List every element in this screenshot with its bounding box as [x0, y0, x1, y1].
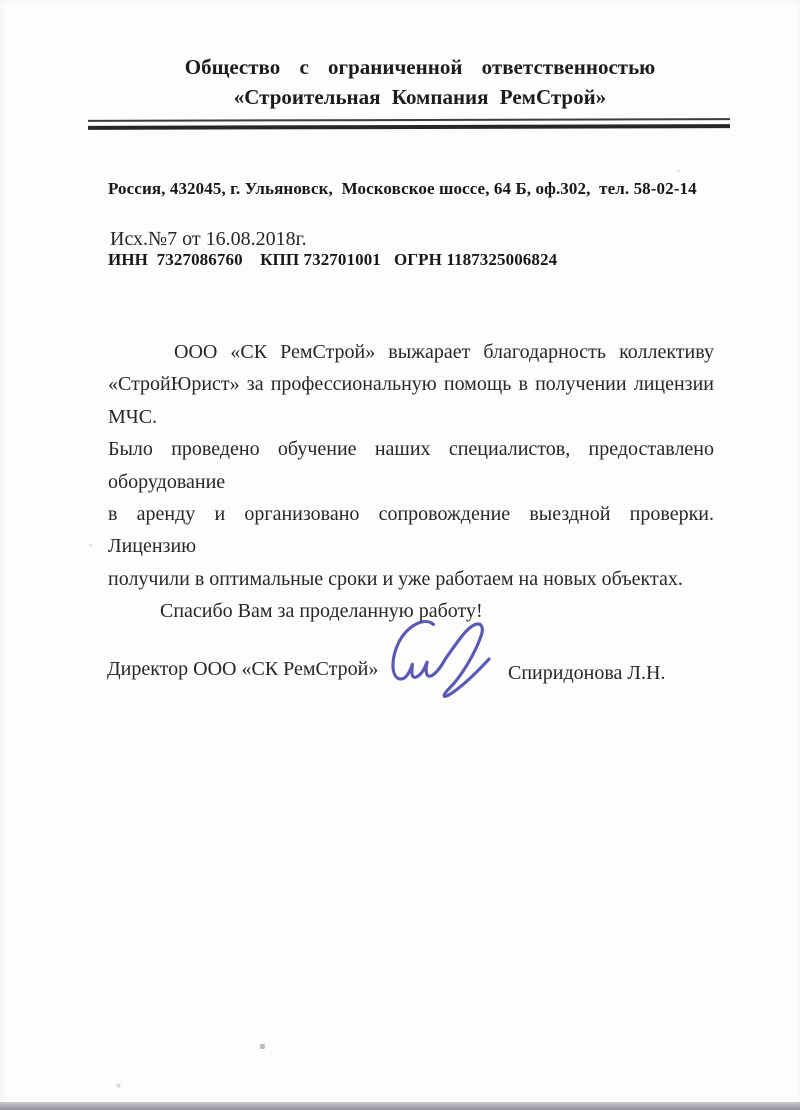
- letterhead: [90, 52, 750, 112]
- organization-type-line: Общество с ограниченной ответственностью: [184, 55, 656, 79]
- handwritten-signature-icon: [383, 612, 509, 704]
- signature-stroke: [393, 622, 489, 697]
- signer-position-title: Директор ООО «СК РемСтрой»: [107, 658, 379, 680]
- body-paragraph1-line: получили в оптимальные сроки и уже работаем на новых объектах.: [108, 567, 683, 590]
- body-paragraph2: Спасибо Вам за проделанную работу!: [160, 600, 483, 623]
- body-paragraph1-line: «СтройЮрист» за профессиональную помощь в получении лицензии МЧС.: [108, 373, 714, 428]
- body-paragraph1-line: Было проведено обучение наших специалистов, предоставлено оборудование: [108, 438, 714, 493]
- organization-name-line: «Строительная Компания РемСтрой»: [233, 85, 607, 109]
- letterhead-contacts: [108, 130, 697, 318]
- letter-body: [108, 336, 714, 628]
- letterhead-divider: [88, 118, 730, 130]
- signer-name: Спиридонова Л.Н.: [508, 662, 666, 684]
- outgoing-reference-line: Исх.№7 от 16.08.2018г.: [110, 228, 307, 250]
- scan-noise-specks: [0, 0, 1, 1]
- scan-bottom-edge: [0, 1102, 800, 1110]
- registration-line: ИНН 7327086760 КПП 732701001 ОГРН 1187325006824: [108, 249, 558, 269]
- body-paragraph1-line: ООО «СК РемСтрой» выжарает благодарность коллективу: [174, 341, 714, 363]
- body-paragraph1-line: в аренду и организовано сопровождение выездной проверки. Лицензию: [108, 503, 714, 558]
- address-line: Россия, 432045, г. Ульяновск, Московское шоссе, 64 Б, оф.302, тел. 58-02-14: [108, 179, 697, 198]
